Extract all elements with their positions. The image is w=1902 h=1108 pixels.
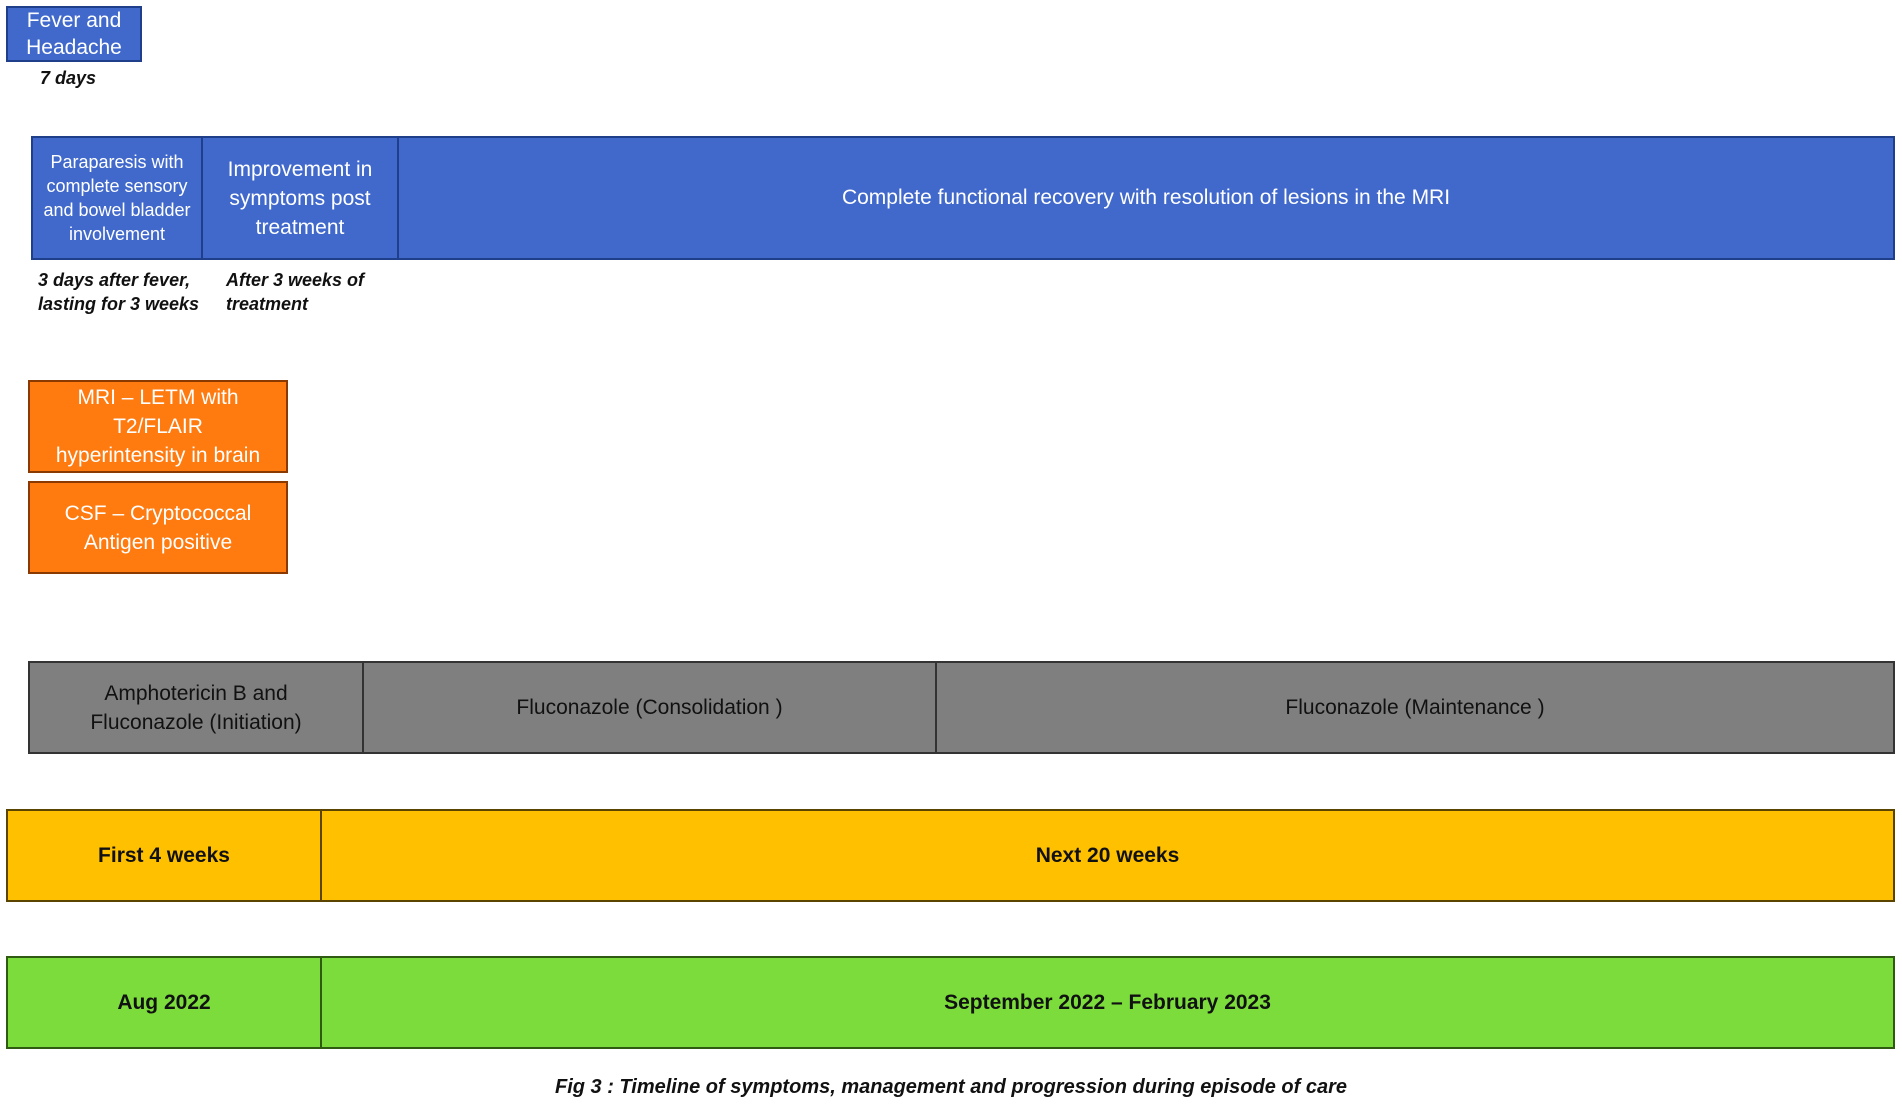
fever-duration-note: 7 days [40, 68, 97, 88]
sep-feb-label: September 2022 – February 2023 [944, 990, 1271, 1014]
figure-caption: Fig 3 : Timeline of symptoms, management and progression during episode of care [554, 1076, 1347, 1098]
next-20-weeks-box [320, 809, 1895, 902]
fever-headache-box [6, 6, 142, 62]
improvement-note: After 3 weeks of treatment [226, 270, 365, 314]
consolidation-box [362, 661, 937, 754]
fever-headache-label: Fever and Headache [26, 9, 122, 59]
mri-box [28, 380, 288, 473]
aug-2022-label: Aug 2022 [117, 990, 211, 1014]
improvement-box [201, 136, 399, 260]
first-4-weeks-label: First 4 weeks [98, 843, 230, 867]
maintenance-label: Fluconazole (Maintenance ) [1285, 695, 1545, 719]
consolidation-label: Fluconazole (Consolidation ) [516, 695, 783, 719]
csf-label: CSF – Cryptococcal Antigen positive [64, 501, 252, 554]
first-4-weeks-box [6, 809, 322, 902]
initiation-label: Amphotericin B and Fluconazole (Initiation) [90, 681, 302, 734]
paraparesis-note: 3 days after fever, lasting for 3 weeks [38, 270, 200, 314]
maintenance-box [935, 661, 1895, 754]
recovery-label: Complete functional recovery with resolution of lesions in the MRI [841, 186, 1451, 209]
mri-label: MRI – LETM with T2/FLAIR hyperintensity in brain [55, 386, 261, 467]
initiation-box [28, 661, 364, 754]
recovery-box [397, 136, 1895, 260]
next-20-weeks-label: Next 20 weeks [1035, 843, 1180, 867]
aug-2022-box [6, 956, 322, 1049]
paraparesis-box [31, 136, 203, 260]
sep-feb-box [320, 956, 1895, 1049]
paraparesis-label: Paraparesis with complete sensory and bowel bladder involvement [43, 152, 191, 244]
improvement-label: Improvement in symptoms post treatment [227, 157, 373, 239]
csf-box [28, 481, 288, 574]
